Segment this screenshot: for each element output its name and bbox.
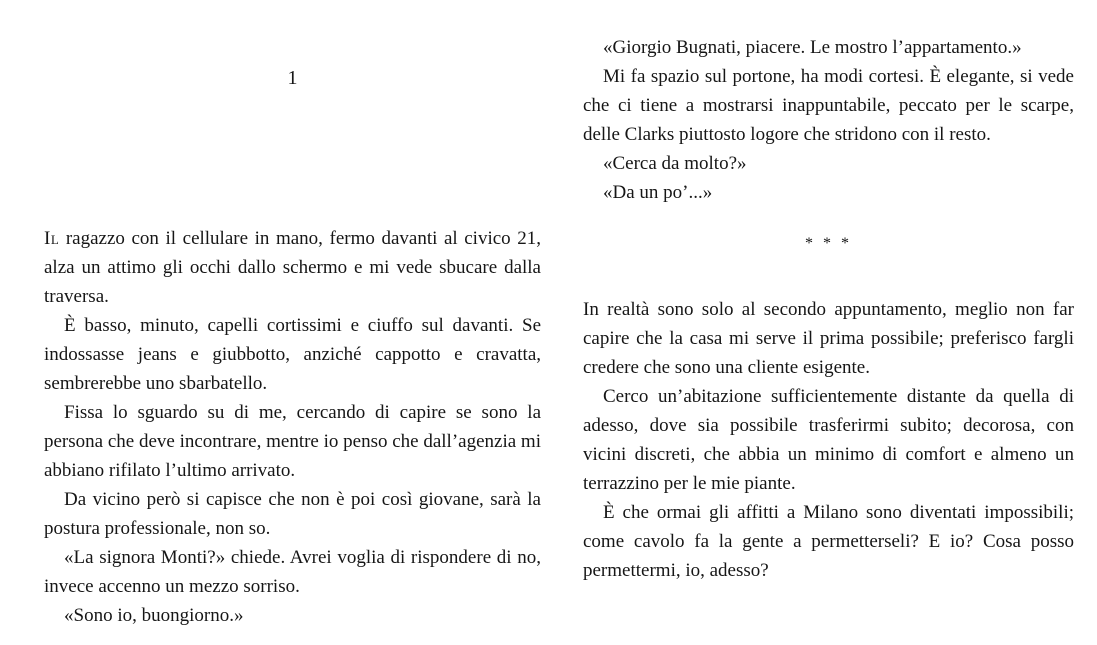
paragraph: È basso, minuto, capelli cortissimi e ciuffo sul davanti. Se indossasse jeans e giubbotto, anziché cappotto e cravatta, sembrerebbe uno sbarbatello. xyxy=(44,315,541,394)
chapter-number: 1 xyxy=(287,67,298,89)
paragraph: Fissa lo sguardo su di me, cercando di capire se sono la persona che deve incontrare, mentre io penso che dall’agenzia mi abbiano rifilato l’ultimo arrivato. xyxy=(44,402,541,481)
paragraph: È che ormai gli affitti a Milano sono diventati impossibili; come cavolo fa la gente a permetterseli? E io? Cosa posso permettermi, io, adesso? xyxy=(583,502,1074,581)
paragraph: Mi fa spazio sul portone, ha modi cortesi. È elegante, si vede che ci tiene a mostrarsi inappuntabile, peccato per le scarpe, delle Clarks piuttosto logore che stridono con il resto. xyxy=(583,66,1074,145)
paragraph: «Da un po’...» xyxy=(603,182,713,203)
paragraph: «Sono io, buongiorno.» xyxy=(64,605,244,626)
paragraph: «Giorgio Bugnati, piacere. Le mostro l’appartamento.» xyxy=(603,37,1022,58)
left-page-column xyxy=(44,0,541,645)
paragraph: Il ragazzo con il cellulare in mano, fermo davanti al civico 21, alza un attimo gli occhi dallo schermo e mi vede sbucare dalla traversa. xyxy=(44,228,541,307)
small-caps-lead: Il xyxy=(44,228,60,249)
paragraph: In realtà sono solo al secondo appuntamento, meglio non far capire che la casa mi serve il prima possibile; preferisco fargli credere che sono una cliente esigente. xyxy=(583,299,1074,378)
paragraph: Cerco un’abitazione sufficientemente distante da quella di adesso, dove sia possibile trasferirmi subito; decorosa, con vicini discreti, che abbia un minimo di comfort e almeno un terrazzino per le mie piante. xyxy=(583,386,1074,494)
paragraph: Da vicino però si capisce che non è poi così giovane, sarà la postura professionale, non so. xyxy=(44,489,541,539)
section-separator: * * * xyxy=(805,235,852,252)
right-page-column xyxy=(583,33,1074,585)
paragraph: «Cerca da molto?» xyxy=(603,153,747,174)
left-text-block xyxy=(44,224,541,630)
paragraph: «La signora Monti?» chiede. Avrei voglia di rispondere di no, invece accenno un mezzo sorriso. xyxy=(44,547,541,597)
